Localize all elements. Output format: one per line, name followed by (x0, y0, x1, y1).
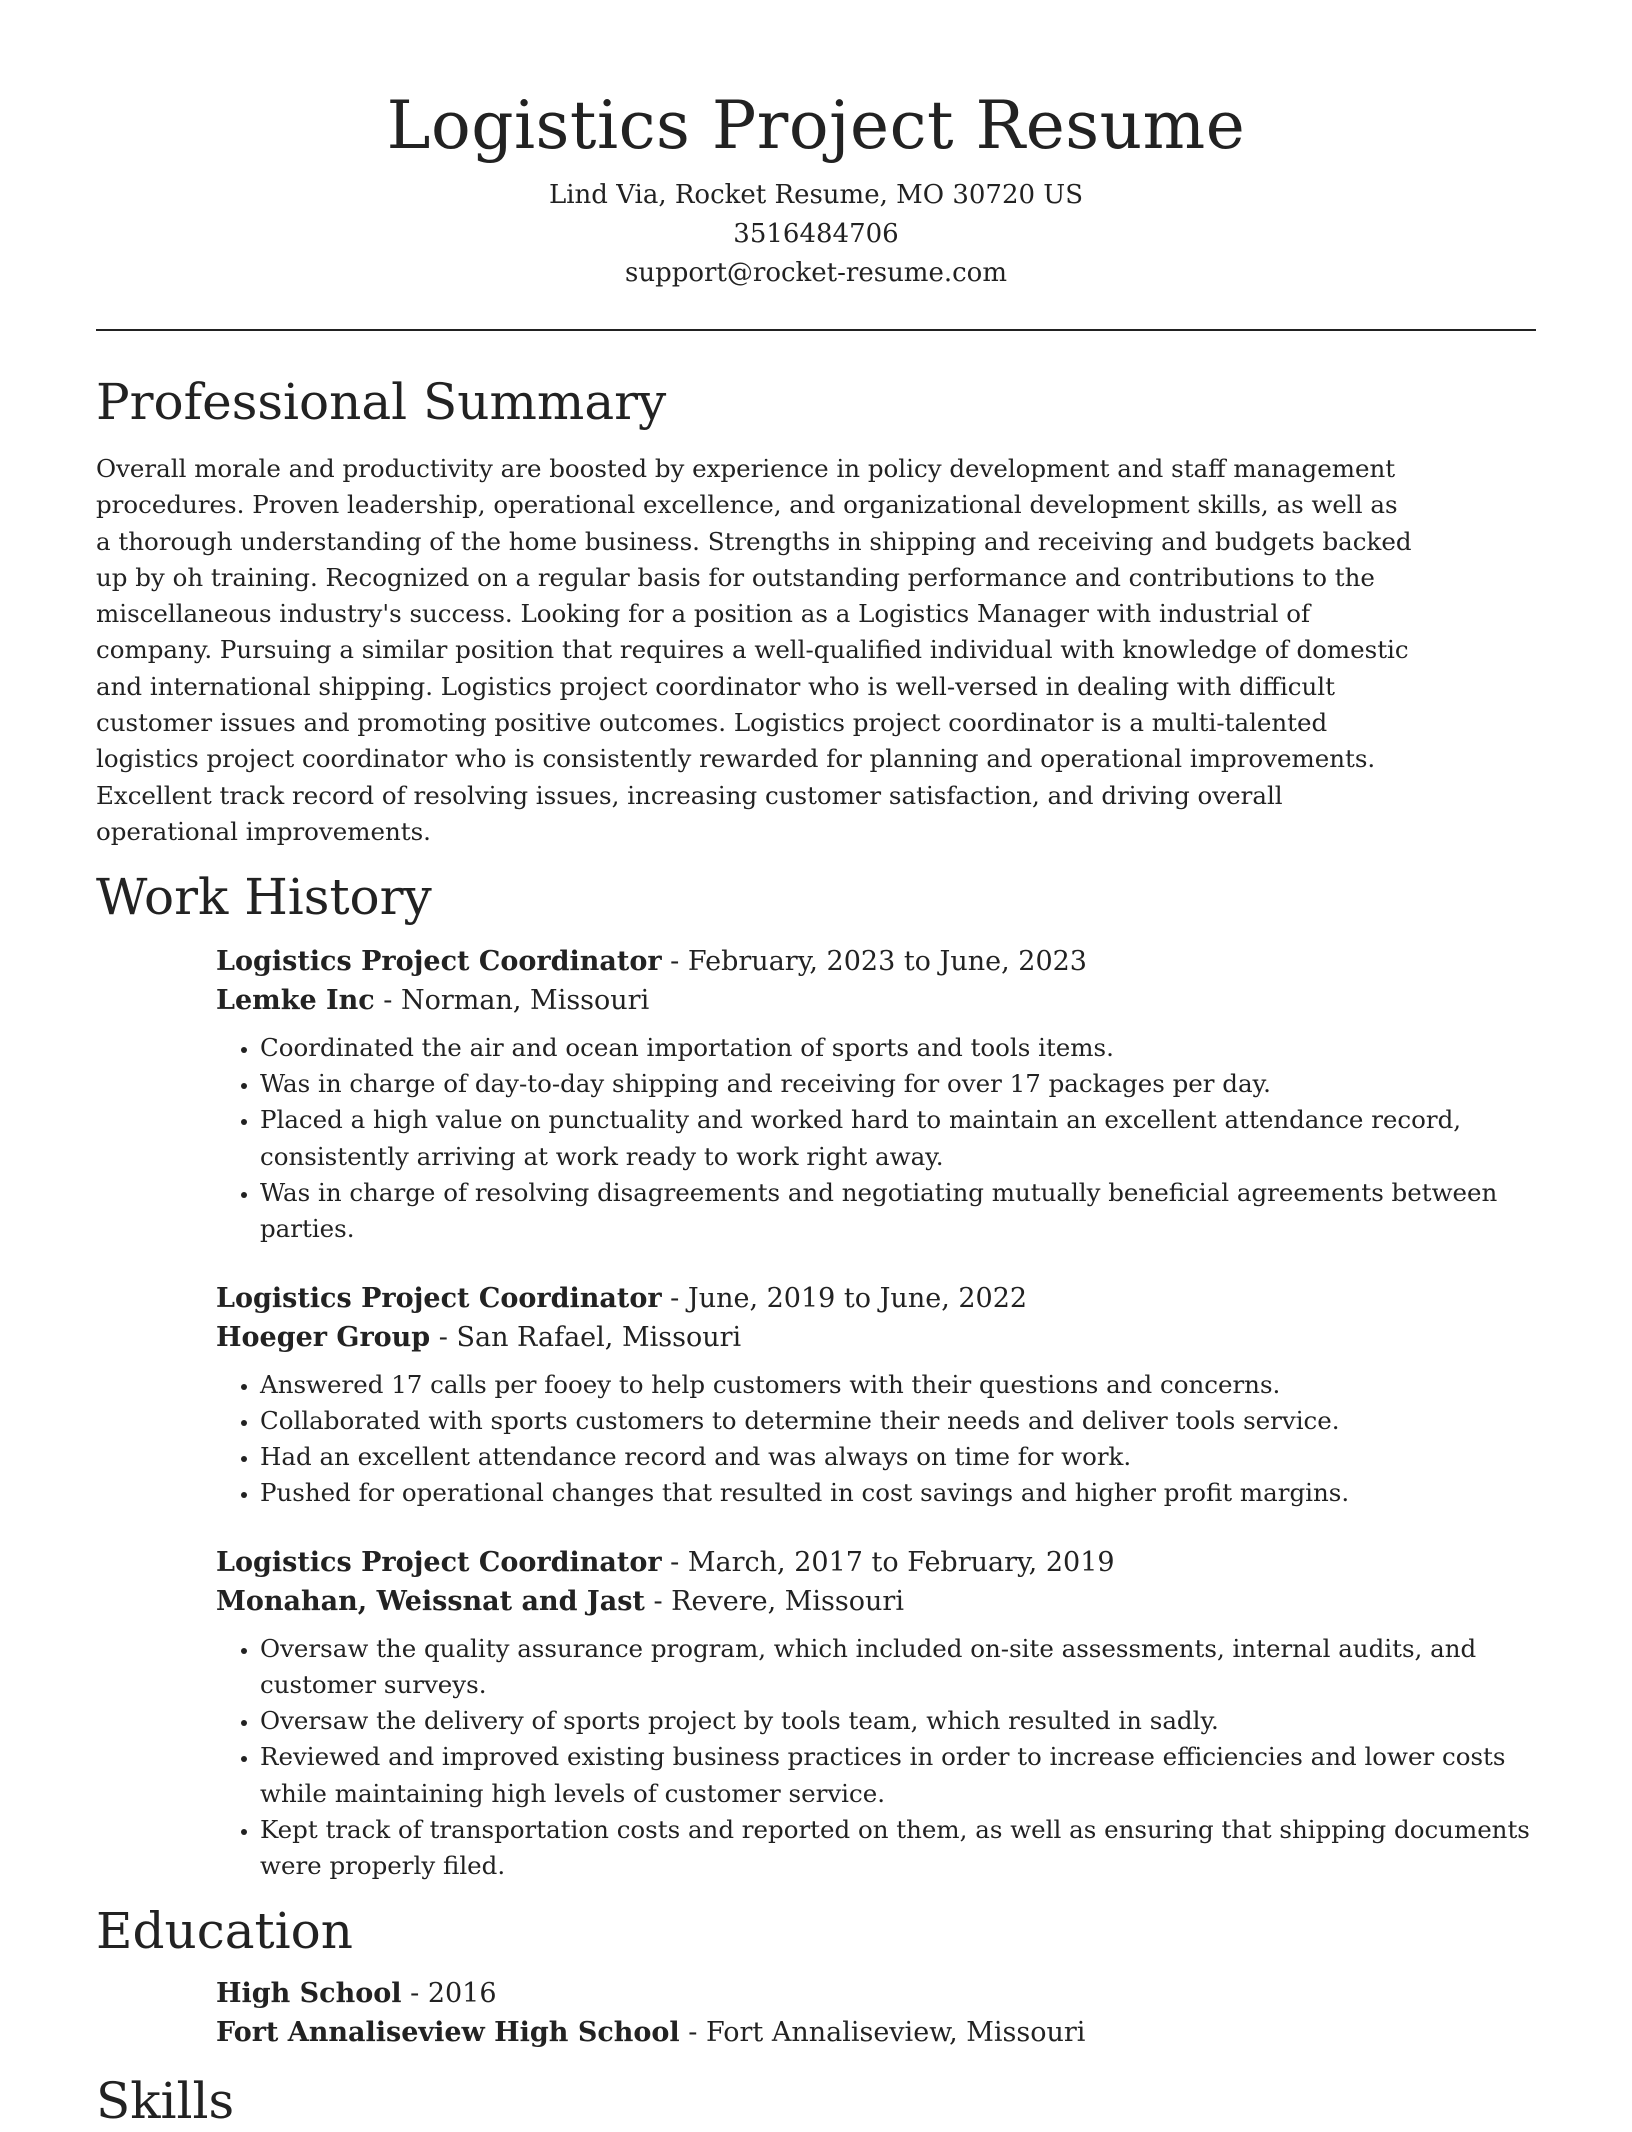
job-title: Logistics Project Coordinator (216, 1282, 662, 1314)
summary-section (96, 371, 1536, 850)
list-item: • Answered 17 calls per fooey to help customers with their questions and concerns. (260, 1367, 1536, 1403)
job-dates: - June, 2019 to June, 2022 (661, 1282, 1028, 1314)
duties-list (216, 1367, 1536, 1511)
job-heading (216, 1279, 1536, 1318)
duties-list (216, 1030, 1536, 1247)
duties-list (216, 1631, 1536, 1884)
list-item: • Was in charge of resolving disagreements and negotiating mutually beneficial agreements between parties. (260, 1175, 1536, 1247)
degree-line (216, 1974, 1536, 2013)
list-item: • Pushed for operational changes that resulted in cost savings and higher profit margins. (260, 1475, 1536, 1511)
company-location: - Revere, Missouri (644, 1586, 904, 1618)
company-location: - San Rafael, Missouri (430, 1321, 742, 1353)
list-item: • Kept track of transportation costs and reported on them, as well as ensuring that shipping documents were properly filed. (260, 1812, 1536, 1884)
section-title-skills: Skills (96, 2071, 235, 2130)
company-location: - Norman, Missouri (374, 985, 650, 1017)
section-title-education: Education (96, 1901, 353, 1960)
school-line (216, 2013, 1536, 2052)
company-name: Hoeger Group (216, 1321, 431, 1353)
section-title-work: Work History (96, 868, 432, 927)
degree: High School (216, 1977, 402, 2009)
employer-line (216, 981, 1536, 1020)
job-heading (216, 942, 1536, 981)
list-item: • Oversaw the quality assurance program, which included on-site assessments, internal audits, and customer surveys. (260, 1631, 1536, 1703)
resume-page (96, 0, 1536, 2132)
work-section (96, 866, 1536, 1884)
job-dates: - March, 2017 to February, 2019 (661, 1547, 1115, 1579)
jobs-list (216, 942, 1536, 1884)
phone: 3516484706 (733, 219, 899, 249)
list-item: • Placed a high value on punctuality and worked hard to maintain an excellent attendance record, consistently arriving at work ready to work right away. (260, 1102, 1536, 1174)
list-item: • Oversaw the delivery of sports project by tools team, which resulted in sadly. (260, 1703, 1536, 1739)
list-item: • Reviewed and improved existing business practices in order to increase efficiencies and lower costs while maintaining high levels of customer service. (260, 1739, 1536, 1811)
employer-line (216, 1582, 1536, 1621)
list-item: • Coordinated the air and ocean importation of sports and tools items. (260, 1030, 1536, 1066)
section-title-summary: Professional Summary (96, 373, 667, 431)
job-entry (216, 1279, 1536, 1511)
email: support@rocket-resume.com (624, 258, 1007, 288)
education-section (96, 1900, 1536, 2052)
list-item: • Had an excellent attendance record and was always on time for work. (260, 1439, 1536, 1475)
employer-line (216, 1318, 1536, 1357)
school-name: Fort Annaliseview High School (216, 2016, 680, 2048)
job-heading (216, 1543, 1536, 1582)
resume-header (96, 0, 1536, 293)
resume-title: Logistics Project Resume (386, 87, 1246, 164)
list-item: • Collaborated with sports customers to determine their needs and deliver tools service. (260, 1403, 1536, 1439)
job-entry (216, 1543, 1536, 1884)
contact-info (96, 176, 1536, 293)
education-entry (216, 1974, 1536, 2052)
company-name: Monahan, Weissnat and Jast (216, 1586, 645, 1618)
list-item: • Was in charge of day-to-day shipping and receiving for over 17 packages per day. (260, 1066, 1536, 1102)
job-title: Logistics Project Coordinator (216, 946, 662, 978)
address: Lind Via, Rocket Resume, MO 30720 US (548, 180, 1084, 210)
header-divider (96, 329, 1536, 331)
school-location: - Fort Annaliseview, Missouri (679, 2016, 1086, 2048)
job-title: Logistics Project Coordinator (216, 1547, 662, 1579)
skills-section (96, 2070, 1536, 2132)
job-dates: - February, 2023 to June, 2023 (661, 946, 1087, 978)
graduation-year: - 2016 (401, 1977, 497, 2009)
job-entry (216, 942, 1536, 1247)
company-name: Lemke Inc (216, 985, 375, 1017)
summary-text: Overall morale and productivity are boosted by experience in policy development and staff management procedures. Proven leadership, operational excellence, and organizational development skills, as well as a thorough understanding of the home business. Strengths in shipping and receiving and budgets backed up by oh training. Recognized on a regular basis for outstanding performance and contributions to the miscellaneous industry's success. Looking for a position as a Logistics Manager with industrial of company. Pursuing a similar position that requires a well-qualified individual with knowledge of domestic and international shipping. Logistics project coordinator who is well-versed in dealing with difficult customer issues and promoting positive outcomes. Logistics project coordinator is a multi-talented logistics project coordinator who is consistently rewarded for planning and operational improvements. Excellent track record of resolving issues, increasing customer satisfaction, and driving overall operational improvements. (96, 454, 1412, 846)
